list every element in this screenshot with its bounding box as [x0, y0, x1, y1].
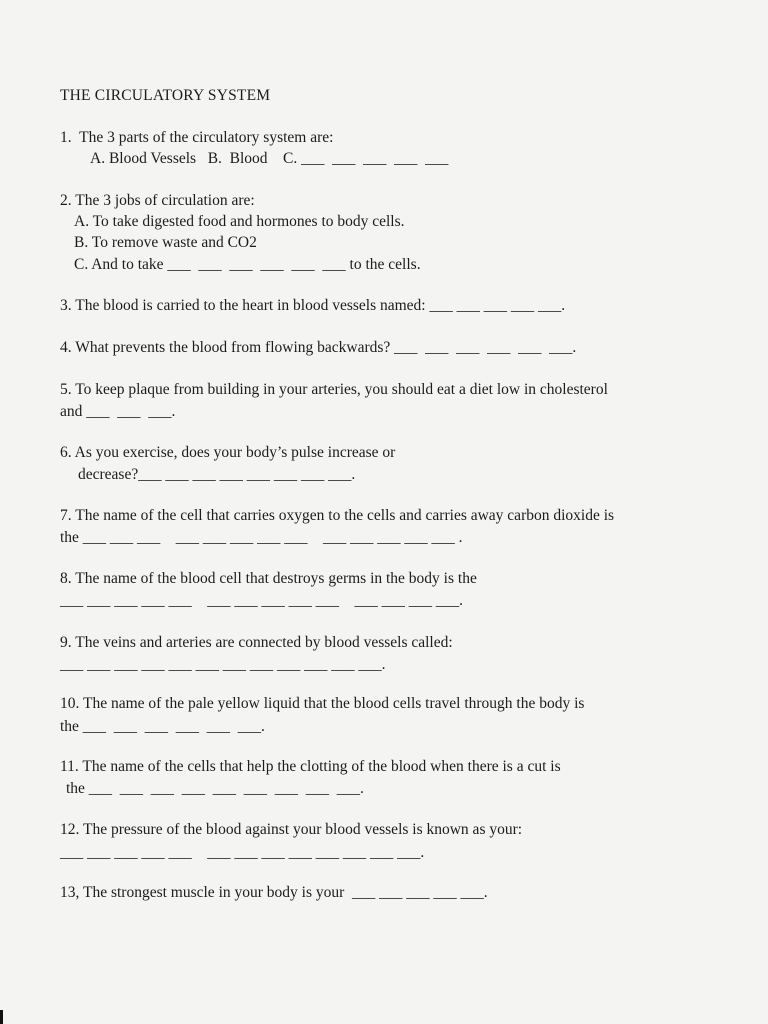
question-9: 9. The veins and arteries are connected by blood vessels called:: [60, 634, 453, 651]
question-10-answer-line: the ___ ___ ___ ___ ___ ___.: [60, 718, 265, 735]
question-8: 8. The name of the blood cell that destroys germs in the body is the: [60, 570, 477, 587]
scan-edge-mark: [0, 1010, 3, 1024]
question-9-answer-line: ___ ___ ___ ___ ___ ___ ___ ___ ___ ___ ___ ___.: [60, 656, 386, 673]
question-6: 6. As you exercise, does your body’s pulse increase or: [60, 444, 396, 461]
question-12: 12. The pressure of the blood against your blood vessels is known as your:: [60, 821, 523, 838]
worksheet-title: THE CIRCULATORY SYSTEM: [60, 87, 271, 104]
question-10: 10. The name of the pale yellow liquid that the blood cells travel through the body is: [60, 695, 585, 712]
question-1: 1. The 3 parts of the circulatory system are:: [60, 129, 334, 146]
question-12-answer-line: ___ ___ ___ ___ ___ ___ ___ ___ ___ ___ ___ ___ ___.: [60, 844, 425, 861]
question-13: 13, The strongest muscle in your body is your ___ ___ ___ ___ ___.: [60, 884, 488, 901]
question-2-item-a: A. To take digested food and hormones to body cells.: [74, 213, 405, 230]
question-6-answer-line: decrease?___ ___ ___ ___ ___ ___ ___ ___.: [78, 466, 356, 483]
question-11: 11. The name of the cells that help the clotting of the blood when there is a cut is: [60, 758, 561, 775]
question-2: 2. The 3 jobs of circulation are:: [60, 192, 255, 209]
question-5: 5. To keep plaque from building in your arteries, you should eat a diet low in cholesterol: [60, 381, 608, 398]
question-7-answer-line: the ___ ___ ___ ___ ___ ___ ___ ___ ___ ___ ___ ___ ___ .: [60, 529, 463, 546]
question-2-item-b: B. To remove waste and CO2: [74, 234, 257, 251]
question-1-answer-line: A. Blood Vessels B. Blood C. ___ ___ ___ ___ ___: [90, 150, 449, 167]
question-5-answer-line: and ___ ___ ___.: [60, 403, 176, 420]
question-4: 4. What prevents the blood from flowing backwards? ___ ___ ___ ___ ___ ___.: [60, 339, 577, 356]
question-8-answer-line: ___ ___ ___ ___ ___ ___ ___ ___ ___ ___ ___ ___ ___ ___.: [60, 592, 463, 609]
question-2-item-c: C. And to take ___ ___ ___ ___ ___ ___ to the cells.: [74, 256, 421, 273]
question-11-answer-line: the ___ ___ ___ ___ ___ ___ ___ ___ ___.: [66, 780, 364, 797]
question-7: 7. The name of the cell that carries oxygen to the cells and carries away carbon dioxide is: [60, 507, 615, 524]
question-3: 3. The blood is carried to the heart in blood vessels named: ___ ___ ___ ___ ___.: [60, 297, 566, 314]
